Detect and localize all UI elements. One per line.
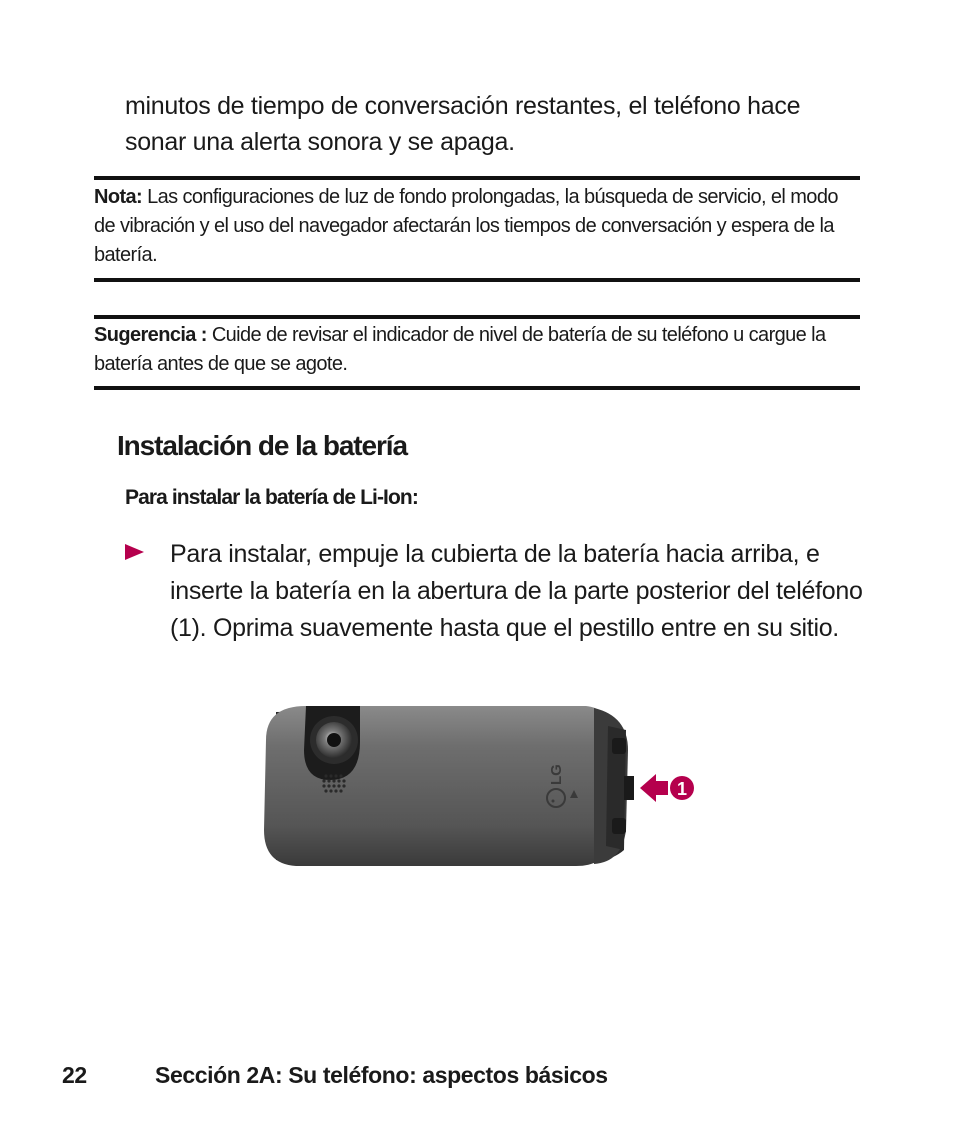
brand-text: LG bbox=[548, 764, 565, 785]
tip-top-rule bbox=[94, 315, 860, 319]
section-title: Instalación de la batería bbox=[117, 430, 407, 461]
phone-back-illustration bbox=[256, 700, 696, 872]
bullet-text: Para instalar, empuje la cubierta de la batería hacia arriba, e inserte la batería en la abertura de la parte posterior del teléfono (1). Oprima suavemente hasta que el pestillo entre en su sitio. bbox=[170, 540, 863, 642]
phone-illustration-svg bbox=[256, 700, 696, 872]
callout-number-text: 1 bbox=[676, 779, 688, 799]
callout-arrow-icon bbox=[640, 774, 668, 802]
bullet-arrow-icon bbox=[125, 544, 144, 560]
intro-paragraph: minutos de tiempo de conversación restantes, el teléfono hace sonar una alerta sonora y se apaga. bbox=[125, 92, 801, 156]
tip-box bbox=[94, 321, 860, 379]
tip-text: Cuide de revisar el indicador de nivel de batería de su teléfono u cargue la batería antes de que se agote. bbox=[94, 324, 826, 375]
tip-bottom-rule bbox=[94, 386, 860, 390]
note-top-rule bbox=[94, 176, 860, 180]
note-box bbox=[94, 183, 860, 270]
note-text: Las configuraciones de luz de fondo prolongadas, la búsqueda de servicio, el modo de vibración y el uso del navegador afectarán los tiempos de conversación y espera de la batería. bbox=[94, 186, 838, 266]
section-subhead: Para instalar la batería de Li-Ion: bbox=[125, 486, 418, 509]
note-label: Nota: bbox=[94, 186, 143, 208]
tip-label: Sugerencia : bbox=[94, 324, 207, 346]
footer-section-title: Sección 2A: Su teléfono: aspectos básicos bbox=[155, 1062, 608, 1088]
note-bottom-rule bbox=[94, 278, 860, 282]
page-number: 22 bbox=[62, 1062, 87, 1088]
